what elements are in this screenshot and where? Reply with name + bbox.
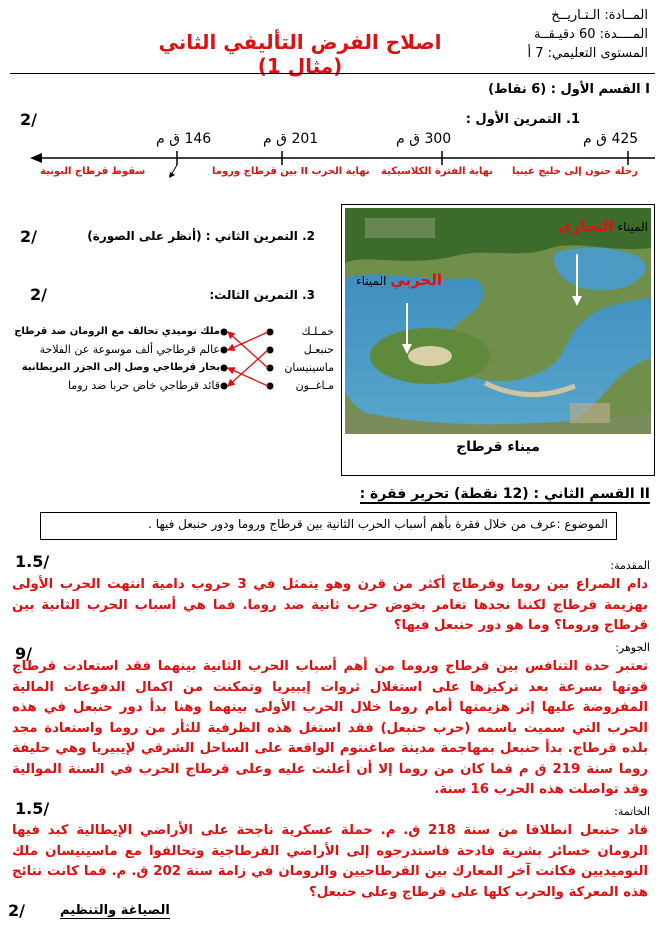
intro-label: المقدمة:: [610, 559, 650, 572]
name-item: مـاغــون: [295, 379, 334, 392]
body-paragraph: تعتبر حدة التنافس بين قرطاج وروما من أهم أسباب الحرب الثانية بينهما فقد استعادت قرطاج قوتها بسرعة بعد تركيزها على استغلال ثروات إيبيريا وتمكنت من اكمال الدفوعات المالية المفروضة عليها إثر هزيمتها أمام روما خلال الحرب الأولى بينهما وهنا بدأ دور حنبعل في هذه الحرب التي سميت باسمه (حرب حنبعل) فقد استغل هذه الظرفية للثأر من روما واستعادة مجد بلده قرطاج. بدأ حنبعل بمهاجمة مدينة صاغنتوم الواقعة على الساحل الشرقي لإيبيريا وهي حليفة روما سنة 219 ق م فما كان من روما إلا أن أعلنت عليه وعلى قرطاج الحرب في السنة الموالية وقد تواصلت هذه الحرب 16 سنة.: [12, 659, 648, 797]
image-caption: ميناء قرطاج: [456, 439, 540, 455]
commercial-word: التجاري: [557, 217, 614, 235]
intro-score: 1.5/: [15, 552, 50, 571]
body-label: الجوهر:: [615, 641, 650, 654]
carthage-port-image: [345, 208, 651, 434]
date-146: 146 ق م: [156, 131, 212, 147]
military-port-label: [356, 271, 442, 289]
ex2-score: 2/: [20, 227, 37, 246]
header-meta: [448, 6, 648, 63]
event-classical-end: نهاية الفترة الكلاسيكية: [381, 166, 493, 177]
form-label: الصياغة والتنظيم: [60, 903, 170, 918]
conclusion-paragraph: قاد حنبعل انطلاقا من سنة 218 ق. م. حملة عسكرية ناجحة على الأراضي الإيطالية كبد فيها الرومان خسائر بشرية فادحة فاستدرجوه إلى الأراضي القرطاجية وتحالفوا مع ماسينيسان ملك النوميديين فكانت آخر المعارك بين القرطاجيين والرومان في زامة سنة 202 ق. م. فما كانت نتائج هذه المعركة والحرب كلها على قرطاج وعلى حنبعل؟: [12, 823, 649, 900]
name-item: حنبعـل: [303, 343, 334, 356]
ex3-names: [272, 323, 334, 395]
ex1-score: 2/: [20, 110, 37, 129]
commercial-port-label: [558, 217, 648, 235]
ex2-label: 2. التمرين الثاني : (أنظر على الصورة): [87, 229, 315, 243]
event-hanno: رحلة حنون إلى خليج غينيا: [512, 166, 638, 177]
name-item: ماسينيسان: [284, 361, 334, 374]
port-word: الميناء: [356, 274, 387, 288]
page-title: اصلاح الفرض التأليفي الثاني (مثال 1): [158, 30, 442, 78]
ex1-label: 1. التمرين الأول :: [465, 112, 580, 127]
ex3-label: 3. التمرين الثالث:: [209, 288, 315, 302]
part2-heading: II القسم الثاني : (12 نقطة) تحرير فقرة :: [359, 486, 650, 502]
part1-heading: I القسم الأول : (6 نقاط): [488, 82, 650, 97]
description-item: قائد قرطاجي خاض حربا ضد روما: [67, 379, 220, 392]
port-figure: [341, 204, 655, 476]
description-item: بحار قرطاجي وصل إلى الجزر البريطانية: [21, 362, 220, 373]
date-300: 300 ق م: [396, 131, 452, 147]
conclusion-label: الخاتمة:: [614, 805, 650, 818]
body-score: 9/: [15, 644, 32, 663]
header-divider: [10, 73, 655, 74]
event-second-war-end: نهاية الحرب II بين قرطاج وروما: [212, 166, 370, 177]
duration-line: المــــدة: 60 دقيـقــة: [533, 27, 648, 42]
port-word: الميناء: [617, 220, 648, 234]
conclusion-score: 1.5/: [15, 799, 50, 818]
description-item: ملك نوميدي تحالف مع الرومان ضد قرطاج: [14, 326, 220, 337]
level-line: المستوى التعليمي: 7 أ: [527, 46, 648, 61]
date-425: 425 ق م: [583, 131, 639, 147]
military-word: الحربي: [390, 271, 443, 289]
event-carthage-fall: سقوط قرطاج البونية: [40, 166, 146, 177]
topic-text: الموضوع :عرف من خلال فقرة بأهم أسباب الحرب الثانية بين قرطاج وروما ودور حنبعل فيها .: [148, 517, 608, 531]
ex3-score: 2/: [30, 285, 47, 304]
form-score: 2/: [8, 901, 25, 920]
date-201: 201 ق م: [263, 131, 319, 147]
subject-line: المــادة: الـتـاريــخ: [551, 8, 648, 23]
description-item: عالم قرطاجي ألف موسوعة عن الفلاحة: [39, 343, 220, 356]
ex3-descriptions: [10, 323, 220, 395]
matching-arrows: [218, 323, 278, 398]
intro-paragraph: دام الصراع بين روما وقرطاج أكثر من قرن وهو يتمثل في 3 حروب دامية انتهت الحرب الأولى بهزيمة قرطاج لكننا نجدها تغامر بخوض حرب ثانية ضد روما. فما هي أسباب الحرب الثانية بين قرطاج وروما؟ وما هو دور حنبعل فيها؟: [12, 577, 648, 633]
topic-box: [40, 512, 617, 540]
name-item: خمـلـك: [301, 325, 334, 338]
